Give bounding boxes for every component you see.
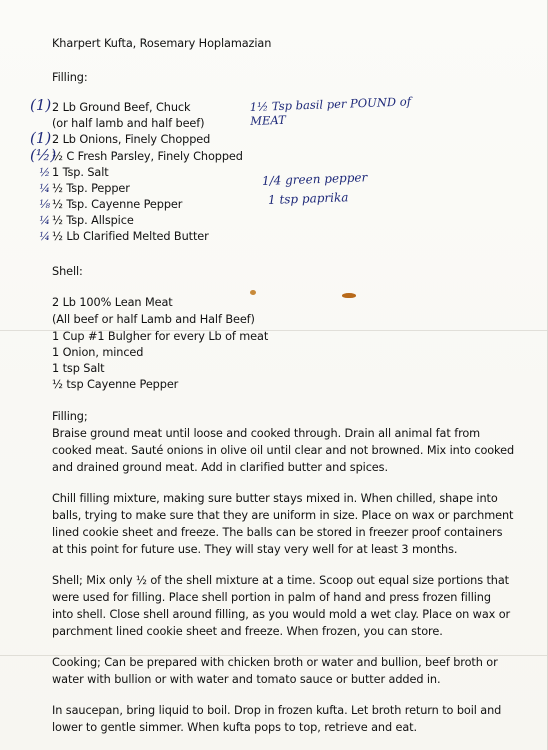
margin-note: ⅛	[39, 198, 50, 211]
instruction-line: were used for filling. Place shell portion in palm of hand and press frozen filling	[52, 591, 491, 604]
instruction-line: In saucepan, bring liquid to boil. Drop in frozen kufta. Let broth return to boil and	[52, 704, 502, 717]
shell-item: 1 Onion, minced	[52, 346, 144, 359]
shell-item: 2 Lb 100% Lean Meat	[52, 296, 173, 309]
instruction-line: lower to gentle simmer. When kufta pops to top, retrieve and eat.	[52, 721, 418, 734]
instruction-line: Chill filling mixture, making sure butter stays mixed in. When chilled, shape into	[52, 492, 498, 505]
shell-item: ½ tsp Cayenne Pepper	[52, 378, 179, 391]
shell-item: 1 Cup #1 Bulgher for every Lb of meat	[52, 330, 269, 343]
shell-item: (All beef or half Lamb and Half Beef)	[52, 313, 255, 326]
filling-item: ½ Lb Clarified Melted Butter	[52, 230, 209, 243]
filling-item: ½ Tsp. Cayenne Pepper	[52, 198, 183, 211]
margin-note: (½)	[30, 146, 57, 164]
filling-item: 2 Lb Onions, Finely Chopped	[52, 133, 211, 146]
instruction-line: Cooking; Can be prepared with chicken broth or water and bullion, beef broth or	[52, 656, 498, 669]
instruction-line: cooked meat. Sauté onions in olive oil until clear and not browned. Mix into cooked	[52, 444, 515, 457]
filling-heading: Filling:	[52, 71, 88, 84]
filling-item: ½ Tsp. Allspice	[52, 214, 134, 227]
filling-item: (or half lamb and half beef)	[52, 117, 205, 130]
handwritten-note-basil: 1½ Tsp basil per POUND of MEAT	[249, 94, 412, 128]
instruction-line: lined cookie sheet and freeze. The balls can be stored in freezer proof containers	[52, 526, 503, 539]
margin-note: ¼	[39, 182, 50, 195]
filling-item: 1 Tsp. Salt	[52, 166, 109, 179]
margin-note: ½	[39, 166, 50, 179]
shell-heading: Shell:	[52, 265, 83, 278]
instruction-line: water with bullion or with water and tomato sauce or butter added in.	[52, 673, 441, 686]
margin-note: (1)	[30, 129, 52, 147]
instruction-line: parchment lined cookie sheet and freeze. When frozen, you can store.	[52, 625, 443, 638]
instruction-line: at this point for future use. They will stay very well for at least 3 months.	[52, 543, 458, 556]
handwritten-note-green-pepper: 1/4 green pepper	[261, 170, 368, 188]
instructions-heading: Filling;	[52, 410, 88, 423]
filling-item: ½ Tsp. Pepper	[52, 182, 130, 195]
handwritten-note-paprika: 1 tsp paprika	[267, 190, 349, 207]
recipe-title: Kharpert Kufta, Rosemary Hoplamazian	[52, 37, 272, 50]
filling-item: 2 Lb Ground Beef, Chuck	[52, 101, 191, 114]
filling-item: ½ C Fresh Parsley, Finely Chopped	[52, 150, 243, 163]
shell-item: 1 tsp Salt	[52, 362, 105, 375]
instruction-line: Shell; Mix only ½ of the shell mixture at a time. Scoop out equal size portions that	[52, 574, 510, 587]
instruction-line: and drained ground meat. Add in clarified butter and spices.	[52, 461, 388, 474]
instruction-line: balls, trying to make sure that they are uniform in size. Place on wax or parchment	[52, 509, 514, 522]
margin-note: ¼	[39, 214, 50, 227]
margin-note: (1)	[30, 96, 52, 114]
instruction-line: Braise ground meat until loose and cooked through. Drain all animal fat from	[52, 427, 481, 440]
instruction-line: into shell. Close shell around filling, as you would mold a wet clay. Place on wax or	[52, 608, 511, 621]
margin-note: ¼	[39, 230, 50, 243]
